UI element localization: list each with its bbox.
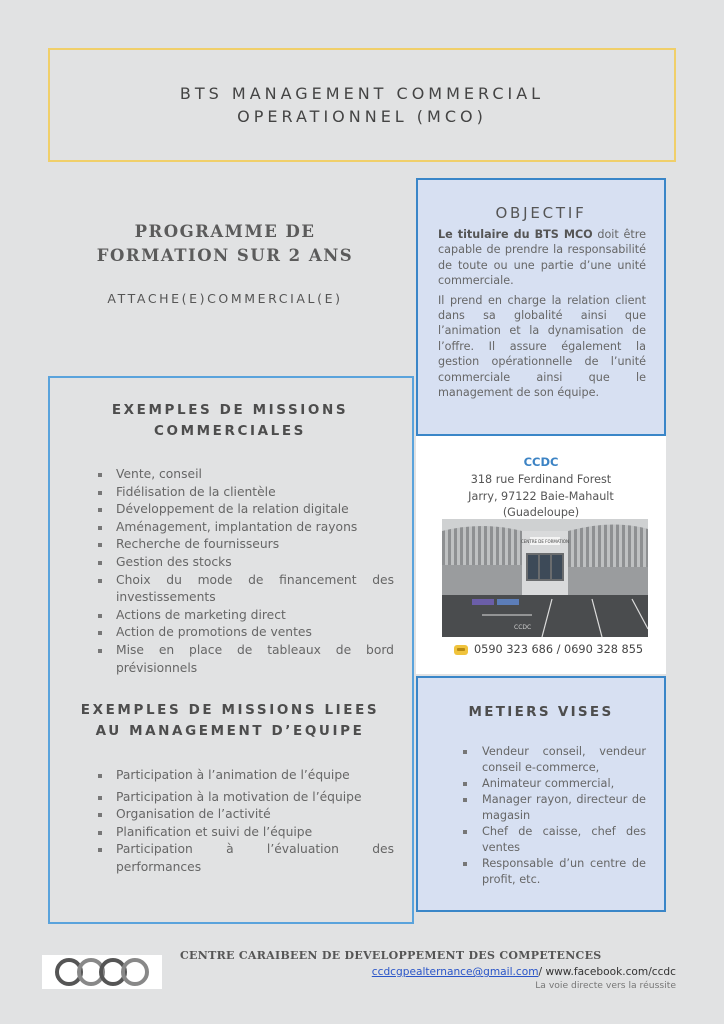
list-item: Planification et suivi de l’équipe xyxy=(94,824,394,842)
bullet-icon xyxy=(463,862,467,866)
bullet-icon xyxy=(98,543,102,547)
list-item: Participation à l’animation de l’équipe xyxy=(94,767,394,785)
list-item: Recherche de fournisseurs xyxy=(94,536,394,554)
missions-commerciales-list xyxy=(94,466,394,677)
bullet-icon xyxy=(463,830,467,834)
organization-name: CENTRE CARAIBEEN DE DEVELOPPEMENT DES COMPETENCES xyxy=(180,949,602,962)
address-line3: (Guadeloupe) xyxy=(502,506,580,519)
title-box xyxy=(48,48,676,162)
bullet-icon xyxy=(98,848,102,852)
bullet-icon xyxy=(98,831,102,835)
list-item: Choix du mode de financement des investissements xyxy=(94,572,394,607)
metiers-list xyxy=(462,744,646,888)
list-item: Vente, conseil xyxy=(94,466,394,484)
missions-management-title-line1: EXEMPLES DE MISSIONS LIEES xyxy=(80,702,380,718)
objectif-box xyxy=(416,178,666,436)
bullet-icon xyxy=(98,774,102,778)
missions-commerciales-title xyxy=(60,400,400,442)
bullet-icon xyxy=(98,561,102,565)
phone-icon xyxy=(454,645,468,655)
list-item: Développement de la relation digitale xyxy=(94,501,394,519)
bullet-icon xyxy=(98,649,102,653)
phone-numbers: 0590 323 686 / 0690 328 855 xyxy=(474,643,644,656)
building-sign-text: CENTRE DE FORMATION xyxy=(520,539,570,544)
list-item: Gestion des stocks xyxy=(94,554,394,572)
bullet-icon xyxy=(98,579,102,583)
list-item: Action de promotions de ventes xyxy=(94,624,394,642)
document-title-line1: BTS MANAGEMENT COMMERCIAL xyxy=(179,84,545,103)
bullet-icon xyxy=(98,614,102,618)
ccdc-logo xyxy=(42,955,162,989)
building-photo xyxy=(442,519,648,637)
address-line1: 318 rue Ferdinand Forest xyxy=(470,473,612,486)
footer-tagline: La voie directe vers la réussite xyxy=(535,980,676,991)
bullet-icon xyxy=(463,750,467,754)
list-item: Actions de marketing direct xyxy=(94,607,394,625)
address-line2: Jarry, 97122 Baie-Mahault xyxy=(468,489,614,503)
list-item: Mise en place de tableaux de bord prévisionnels xyxy=(94,642,394,677)
programme-heading xyxy=(70,220,380,268)
missions-commerciales-title-line2: COMMERCIALES xyxy=(154,423,306,439)
bullet-icon xyxy=(98,526,102,530)
missions-management-title xyxy=(60,700,400,742)
programme-heading-line2: FORMATION SUR 2 ANS xyxy=(96,246,354,265)
bullet-icon xyxy=(463,782,467,786)
footer-contact xyxy=(336,966,676,978)
programme-subtitle: ATTACHE(E)COMMERCIAL(E) xyxy=(107,291,343,306)
bullet-icon xyxy=(98,813,102,817)
bullet-icon xyxy=(98,631,102,635)
ccdc-contact-box xyxy=(416,436,666,674)
bullet-icon xyxy=(98,491,102,495)
missions-commerciales-title-line1: EXEMPLES DE MISSIONS xyxy=(111,402,349,418)
missions-management-list xyxy=(94,767,394,877)
list-item: Vendeur conseil, vendeur conseil e-commerce, xyxy=(462,744,646,776)
objectif-title: OBJECTIF xyxy=(495,204,587,222)
bullet-icon xyxy=(463,798,467,802)
metiers-title: METIERS VISES xyxy=(468,704,614,720)
ground-marking-text: CCDC xyxy=(514,624,532,631)
list-item: Aménagement, implantation de rayons xyxy=(94,519,394,537)
bullet-icon xyxy=(98,473,102,477)
objectif-paragraph-1-rest: doit être capable de prendre la responsabilité de toute ou une partie d’une unité commerciale. xyxy=(438,228,646,288)
list-item: Participation à la motivation de l’équipe xyxy=(94,789,394,807)
email-link[interactable]: ccdcgpealternance@gmail.com xyxy=(371,966,539,978)
list-item: Chef de caisse, chef des ventes xyxy=(462,824,646,856)
list-item: Animateur commercial, xyxy=(462,776,646,792)
bullet-icon xyxy=(98,508,102,512)
objectif-paragraph-1 xyxy=(438,227,646,289)
list-item: Fidélisation de la clientèle xyxy=(94,484,394,502)
phone-row xyxy=(454,643,654,656)
list-item: Responsable d’un centre de profit, etc. xyxy=(462,856,646,888)
programme-heading-line1: PROGRAMME DE xyxy=(134,222,316,241)
ccdc-logo-icon xyxy=(47,957,157,987)
objectif-lead: Le titulaire du BTS MCO xyxy=(438,228,593,241)
list-item: Organisation de l’activité xyxy=(94,806,394,824)
bullet-icon xyxy=(98,796,102,800)
objectif-paragraph-2: Il prend en charge la relation client dans sa globalité ainsi que l’animation et la dynamisation de l’offre. Il assure également la gestion opérationnelle de l’unité commerciale ainsi que le management de son équipe. xyxy=(438,293,646,400)
metiers-box xyxy=(416,676,666,912)
facebook-link[interactable]: / www.facebook.com/ccdc xyxy=(538,966,676,978)
building-photo-image xyxy=(442,519,648,637)
ccdc-name: CCDC xyxy=(523,455,559,469)
document-title-line2: OPERATIONNEL (MCO) xyxy=(237,107,487,126)
panel-bottom-border xyxy=(48,922,414,924)
ccdc-address xyxy=(416,472,666,522)
objectif-text xyxy=(438,227,646,404)
missions-management-title-line2: AU MANAGEMENT D’EQUIPE xyxy=(95,723,365,739)
list-item: Manager rayon, directeur de magasin xyxy=(462,792,646,824)
list-item: Participation à l’évaluation des performances xyxy=(94,841,394,876)
